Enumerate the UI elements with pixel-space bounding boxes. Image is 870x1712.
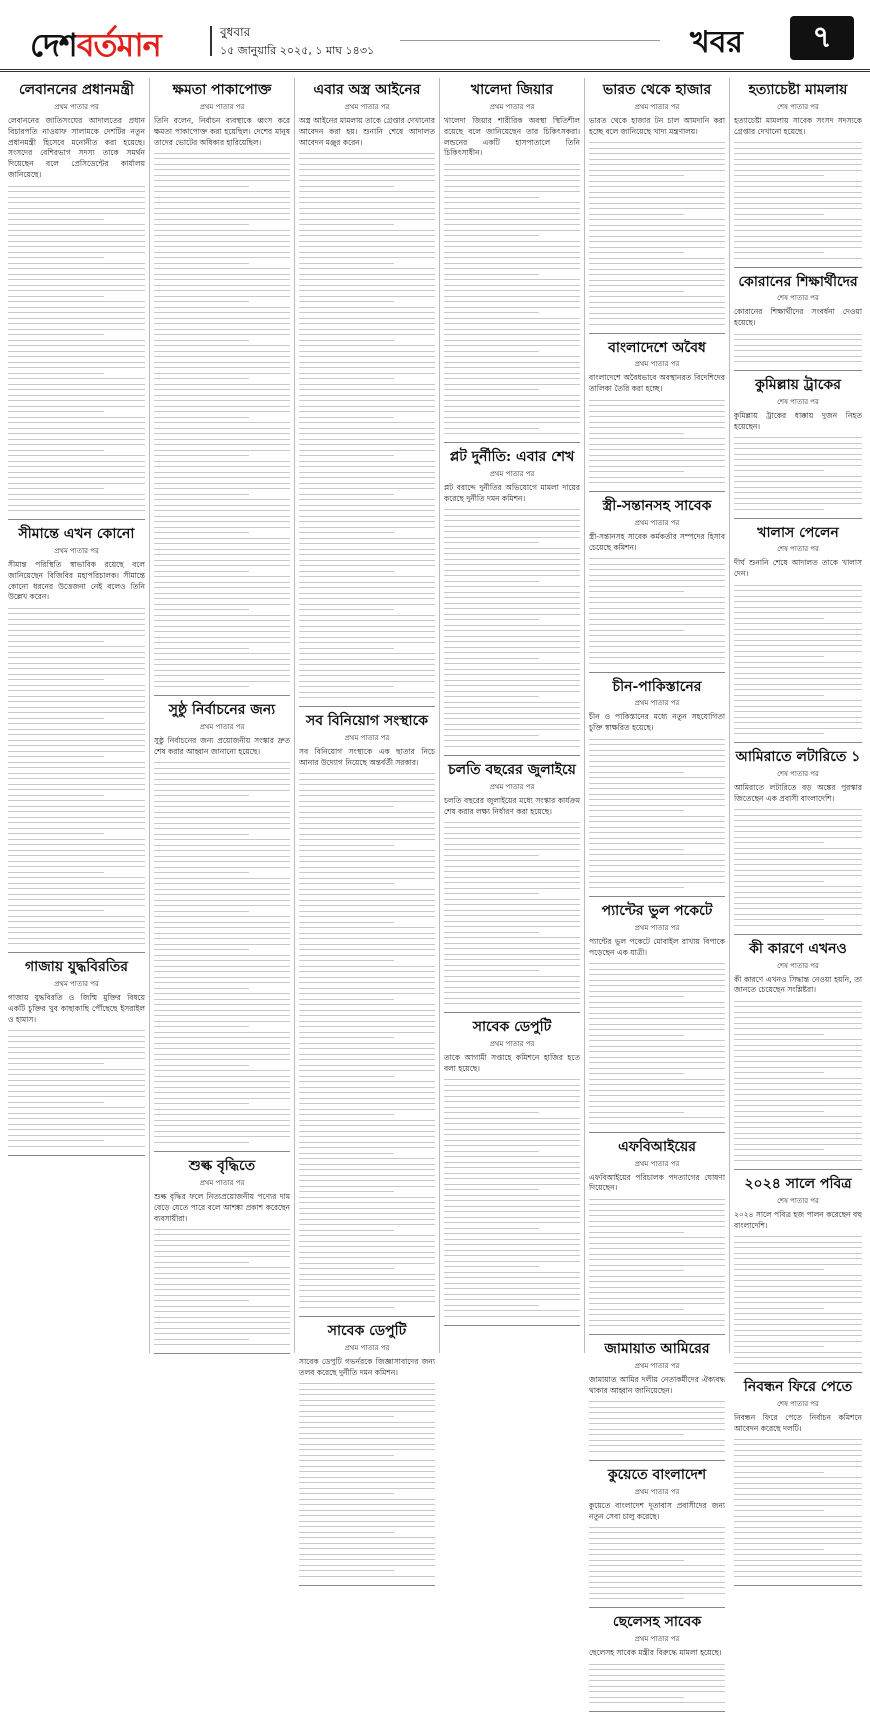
news-story [734,749,862,926]
story-headline[interactable]: সাবেক ডেপুটি [327,1322,407,1339]
story-continuation-label: প্রথম পাতার পর [634,1362,680,1371]
story-body-lines [589,1527,725,1600]
story-headline[interactable]: স্ত্রী-সন্তানসহ সাবেক [602,498,712,515]
story-headline[interactable]: প্যান্টের ভুল পকেটে [601,903,713,920]
logo-part-1: দেশ [30,26,77,64]
news-story [734,525,862,735]
masthead [0,0,870,72]
story-divider [299,1316,435,1317]
news-column-3 [294,78,439,1377]
story-divider [734,1372,862,1373]
story-body-lines [589,739,725,889]
story-divider [734,518,862,519]
news-story [444,762,580,1005]
story-continuation-label: প্রথম পাতার পর [489,470,535,479]
story-body-lines [299,1383,435,1577]
story-continuation-label: প্রথম পাতার পর [634,699,680,708]
story-body: কুয়েতে বাংলাদেশ দূতাবাস প্রবাসীদের জন্য নতুন সেবা চালু করেছে। [589,1500,725,1521]
story-divider [154,695,290,696]
story-headline[interactable]: লেবাননের প্রধানমন্ত্রী [18,82,135,98]
story-body: ভারত থেকে হাজার টন চাল আমদানি করা হচ্ছে বলে জানিয়েছে খাদ্য মন্ত্রণালয়। [589,115,725,136]
dateline: ১৫ জানুয়ারি ২০২৫, ১ মাঘ ১৪৩১ [220,44,375,57]
story-body-lines [444,822,580,1005]
story-body: লেবাননের জাতিসংঘের আদালতের প্রধান বিচারপতি নাওয়াফ সালামকে দেশটির নতুন প্রধানমন্ত্রী হিসেবে মনোনীত করা হয়েছে। সংসদের বেশিরভাগ সদস্য তাকে সমর্থন দিয়েছেন বলে প্রেসিডেন্টের কার্যালয় জানিয়েছে। [8,115,145,180]
story-body-lines [299,773,435,1308]
story-body-lines [444,1079,580,1317]
story-body-lines [734,437,862,510]
story-headline[interactable]: এবার অস্ত্র আইনের [313,82,421,98]
story-body: চীন ও পাকিস্তানের মধ্যে নতুন সহযোগিতা চুক্তি স্বাক্ষরিত হয়েছে। [589,712,725,733]
story-continuation-label: প্রথম পাতার পর [344,734,390,743]
story-divider [589,672,725,673]
story-body: কী কারণে এখনও সিদ্ধান্ত নেওয়া হয়নি, তা জানতে চেয়েছেন সংশ্লিষ্টরা। [734,974,862,995]
news-story [589,1341,725,1452]
story-body: প্যান্টের ভুল পকেটে মোবাইল রাখায় বিপাকে পড়েছেন এক যাত্রী। [589,936,725,957]
news-story [589,498,725,664]
news-column-6 [729,78,866,1433]
story-body: তাকে আগামী সপ্তাহে কমিশনে হাজির হতে বলা হয়েছে। [444,1053,580,1074]
story-divider [734,267,862,268]
story-headline[interactable]: হত্যাচেষ্টা মামলায় [748,82,848,98]
story-divider [154,1353,290,1354]
logo-part-2: বর্তমান [76,26,161,64]
story-continuation-label: শেষ পাতার পর [777,545,819,554]
news-story [734,82,862,259]
story-body-lines [589,1664,725,1704]
story-continuation-label: প্রথম পাতার পর [199,1178,245,1187]
news-story [299,1323,435,1577]
story-divider [8,952,145,953]
day-name: বুধবার [220,25,251,39]
story-divider [8,1155,145,1156]
story-continuation-label: শেষ পাতার পর [777,102,819,111]
story-body: বাংলাদেশে অবৈধভাবে অবস্থানরত বিদেশিদের তালিকা তৈরি করা হচ্ছে। [589,373,725,394]
story-headline[interactable]: ক্ষমতা পাকাপোক্ত [172,82,272,98]
story-body: অস্ত্র আইনের মামলায় তাকে গ্রেপ্তার দেখানোর আবেদন করা হয়। শুনানি শেষে আদালত আবেদন মঞ্জুর করেন। [299,115,435,147]
story-divider [734,934,862,935]
story-body-lines [589,558,725,664]
story-continuation-label: শেষ পাতার পর [777,397,819,406]
story-headline[interactable]: চলতি বছরের জুলাইয়ে [448,761,576,778]
story-body: কোরানের শিক্ষার্থীদের সংবর্ধনা দেওয়া হয়েছে। [734,307,862,328]
news-story [154,1158,290,1345]
story-continuation-label: শেষ পাতার পর [777,1399,819,1408]
story-divider [589,1334,725,1335]
story-divider [734,1169,862,1170]
story-body: তিনি বলেন, নির্বাচন ব্যবস্থাকে ধ্বংস করে ক্ষমতা পাকাপোক্ত করা হয়েছিল। দেশের মানুষ তাদের ভোটের অধিকার হারিয়েছিল। [154,115,290,147]
story-body: ২০২৪ সালে পবিত্র হজ পালন করেছেন বহু বাংলাদেশি। [734,1210,862,1230]
story-continuation-label: শেষ পাতার পর [777,294,819,303]
story-divider [444,442,580,443]
news-story [299,82,435,698]
story-continuation-label: প্রথম পাতার পর [634,360,680,369]
story-body-lines [589,400,725,484]
story-body-lines [299,153,435,699]
story-body: আমিরাতে লটারিতে বড় অঙ্কের পুরস্কার জিতেছেন এক প্রবাসী বাংলাদেশি। [734,782,862,803]
story-divider [154,1151,290,1152]
news-story [154,702,290,1143]
story-continuation-label: প্রথম পাতার পর [634,1487,680,1496]
story-headline[interactable]: ভারত থেকে হাজার [602,82,712,98]
story-headline[interactable]: খালেদা জিয়ার [470,82,554,98]
story-body-lines [734,334,862,363]
story-continuation-label: প্রথম পাতার পর [199,723,245,732]
story-body: সুষ্ঠু নির্বাচনের জন্য প্রয়োজনীয় সংস্কার দ্রুত শেষ করার আহ্বান জানানো হয়েছে। [154,736,290,757]
story-headline[interactable]: খালাস পেলেন [757,524,839,541]
news-column-2 [149,78,294,1353]
section-name: খবর [690,25,743,60]
news-story [734,274,862,363]
news-column-1 [4,78,149,1353]
story-body-lines [589,1401,725,1452]
news-story [8,526,145,944]
story-continuation-label: শেষ পাতার পর [777,769,819,778]
story-divider [589,491,725,492]
story-body: গাজায় যুদ্ধবিরতি ও জিম্মি মুক্তির বিষয়ে একটি চুক্তির খুব কাছাকাছি পৌঁছেছে ইসরাইল ও হামাস। [8,993,145,1024]
story-continuation-label: প্রথম পাতার পর [634,923,680,932]
story-headline[interactable]: শুল্ক বৃদ্ধিতে [188,1157,256,1174]
story-body: জামায়াত আমির দলীয় নেতাকর্মীদের ঐক্যবদ্ধ থাকার আহ্বান জানিয়েছেন। [589,1375,725,1395]
story-body-lines [734,585,862,735]
story-headline[interactable]: সীমান্তে এখন কোনো [18,526,135,543]
story-body-lines [8,608,145,945]
story-headline[interactable]: বাংলাদেশে অবৈধ [608,339,706,356]
story-body: সীমান্ত পরিস্থিতি স্বাভাবিক রয়েছে বলে জানিয়েছেন বিজিবির মহাপরিচালক। সীমান্তে কোনো ধরনের উত্তেজনা নেই বলেও তিনি উল্লেখ করেন। [8,559,145,602]
story-body-lines [734,1236,862,1364]
story-headline[interactable]: কুয়েতে বাংলাদেশ [607,1466,707,1483]
story-continuation-label: প্রথম পাতার পর [54,546,99,555]
story-headline[interactable]: ছেলেসহ সাবেক [612,1614,702,1631]
story-body: দীর্ঘ শুনানি শেষে আদালত তাকে খালাস দেন। [734,558,862,579]
news-column-4 [439,78,584,1353]
story-continuation-label: প্রথম পাতার পর [634,1635,680,1644]
masthead-rule [400,40,660,41]
story-divider [589,896,725,897]
news-story [589,340,725,484]
story-divider [444,755,580,756]
story-body: সব বিনিয়োগ সংস্থাকে এক ছাতার নিচে আনার উদ্যোগ নিয়েছে অন্তর্বর্তী সরকার। [299,747,435,768]
story-divider [299,706,435,707]
story-body: স্ত্রী-সন্তানসহ সাবেক কর্মকর্তার সম্পদের হিসাব চেয়েছে কমিশন। [589,531,725,552]
story-body-lines [589,142,725,325]
story-body: নিবন্ধন ফিরে পেতে নির্বাচন কমিশনে আবেদন করেছে দলটি। [734,1412,862,1433]
news-story [734,1176,862,1364]
story-headline[interactable]: প্লট দুর্নীতি: এবার শেখ [449,449,575,466]
story-divider [444,1012,580,1013]
news-story [8,959,145,1146]
story-headline[interactable]: ২০২৪ সালে পবিত্র [744,1176,852,1193]
story-continuation-label: প্রথম পাতার পর [489,1040,535,1049]
masthead-separator [210,26,212,56]
story-headline[interactable]: সাবেক ডেপুটি [472,1019,552,1036]
story-body: এফবিআইয়ের পরিচালক পদত্যাগের ঘোষণা দিয়েছেন। [589,1172,725,1193]
news-story [154,82,290,687]
story-divider [589,1132,725,1133]
story-body-lines [589,1199,725,1327]
story-divider [589,333,725,334]
story-divider [589,1460,725,1461]
story-body: ছেলেসহ সাবেক মন্ত্রীর বিরুদ্ধে মামলা হয়েছে। [589,1648,722,1658]
story-body-lines [8,1030,145,1147]
news-story [444,449,580,747]
story-body: সাবেক ডেপুটি গভর্নরকে জিজ্ঞাসাবাদের জন্য তলব করেছে দুর্নীতি দমন কমিশন। [299,1356,435,1377]
news-column-5 [584,78,729,1658]
story-body-lines [734,142,862,259]
story-body: খালেদা জিয়ার শারীরিক অবস্থা স্থিতিশীল রয়েছে বলে জানিয়েছেন তার চিকিৎসকরা। লন্ডনের একটি হাসপাতালে তিনি চিকিৎসাধীন। [444,115,580,158]
story-continuation-label: প্রথম পাতার পর [344,1343,390,1352]
news-story [589,1614,725,1703]
news-story [589,1139,725,1327]
story-divider [734,742,862,743]
story-body-lines [154,762,290,1143]
story-body-lines [589,963,725,1124]
news-story [589,679,725,889]
story-continuation-label: প্রথম পাতার পর [54,102,99,111]
story-body: কুমিল্লায় ট্রাকের ধাক্কায় দুজন নিহত হয়েছেন। [734,410,862,431]
story-body: হত্যাচেষ্টা মামলায় সাবেক সংসদ সদস্যকে গ্রেপ্তার দেখানো হয়েছে। [734,115,862,136]
story-continuation-label: প্রথম পাতার পর [634,1159,680,1168]
story-continuation-label: প্রথম পাতার পর [489,782,535,791]
page-number-badge: ৭ [790,16,854,60]
story-body-lines [444,164,580,435]
story-continuation-label: প্রথম পাতার পর [634,518,680,527]
news-story [734,1379,862,1578]
story-body-lines [154,153,290,688]
story-headline[interactable]: এফবিআইয়ের [618,1138,696,1155]
story-divider [589,1607,725,1608]
news-story [8,82,145,511]
story-headline[interactable]: আমিরাতে লটারিতে ১ [735,749,861,766]
story-headline[interactable]: কুমিল্লায় ট্রাকের [755,377,841,394]
story-divider [8,519,145,520]
news-story [734,377,862,510]
story-body: প্লট বরাদ্দে দুর্নীতির অভিযোগে মামলা দায়ের করেছে দুর্নীতি দমন কমিশন। [444,483,580,503]
news-story [734,941,862,1162]
story-continuation-label: শেষ পাতার পর [777,1197,819,1206]
story-body: চলতি বছরের জুলাইয়ের মধ্যে সংস্কার কার্যক্রম শেষ করার লক্ষ্য নির্ধারণ করা হয়েছে। [444,795,580,816]
newspaper-logo [30,20,161,74]
story-body-lines [8,186,145,512]
story-continuation-label: প্রথম পাতার পর [199,102,245,111]
story-headline[interactable]: কী কারণে এখনও [749,940,847,957]
story-divider [734,1585,862,1586]
story-continuation-label: প্রথম পাতার পর [489,102,535,111]
news-story [589,82,725,325]
story-divider [444,1325,580,1326]
story-body-lines [734,1001,862,1162]
story-continuation-label: শেষ পাতার পর [777,961,819,970]
news-story [299,713,435,1308]
story-continuation-label: প্রথম পাতার পর [54,980,99,989]
story-body-lines [154,1229,290,1346]
story-body-lines [734,809,862,926]
story-headline[interactable]: চীন-পাকিস্তানের [612,678,702,695]
story-body: শুল্ক বৃদ্ধির ফলে নিত্যপ্রয়োজনীয় পণ্যের দাম বেড়ে যেতে পারে বলে আশঙ্কা প্রকাশ করেছেন ব্যবসায়ীরা। [154,1191,290,1223]
story-headline[interactable]: সব বিনিয়োগ সংস্থাকে [305,713,429,730]
story-divider [734,370,862,371]
story-headline[interactable]: কোরানের শিক্ষার্থীদের [738,273,858,290]
story-divider [299,1585,435,1586]
story-body-lines [444,509,580,747]
story-headline[interactable]: গাজায় যুদ্ধবিরতির [25,959,128,976]
news-story [444,1019,580,1317]
story-body-lines [734,1439,862,1578]
story-headline[interactable]: জামায়াত আমিরের [604,1341,710,1358]
story-continuation-label: প্রথম পাতার পর [634,102,680,111]
story-continuation-label: প্রথম পাতার পর [344,102,390,111]
story-headline[interactable]: সুষ্ঠু নির্বাচনের জন্য [168,702,276,719]
news-story [444,82,580,434]
news-story [589,1467,725,1600]
story-headline[interactable]: নিবন্ধন ফিরে পেতে [743,1378,853,1395]
news-story [589,903,725,1124]
